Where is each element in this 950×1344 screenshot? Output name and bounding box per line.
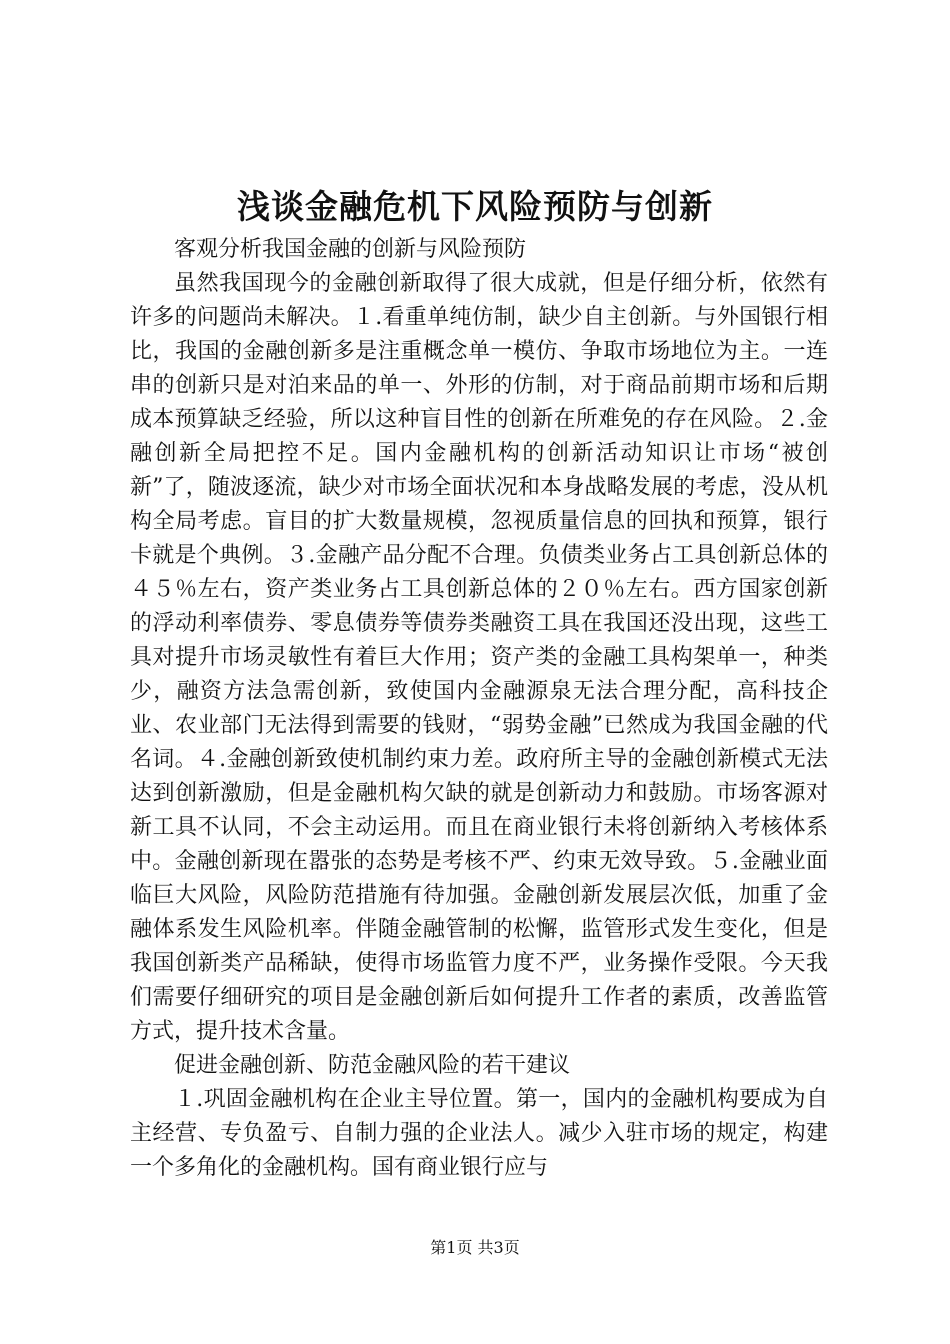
section-paragraph-suggestions: １.巩固金融机构在企业主导位置。第一，国内的金融机构要成为自主经营、专负盈亏、自制力强的企业法人。减少入驻市场的规定，构建一个多角化的金融机构。国有商业银行应与 [130,1087,828,1180]
document-title: 浅谈金融危机下风险预防与创新 [237,187,713,226]
section-paragraph-analysis: 虽然我国现今的金融创新取得了很大成就，但是仔细分析，依然有许多的问题尚未解决。１.看重单纯仿制，缺少自主创新。与外国银行相比，我国的金融创新多是注重概念单一模仿、争取市场地位为主。一连串的创新只是对泊来品的单一、外形的仿制，对于商品前期市场和后期成本预算缺乏经验，所以这种盲目性的创新在所难免的存在风险。２.金融创新全局把控不足。国内金融机构的创新活动知识让市场“被创新”了，随波逐流，缺少对市场全面状况和本身战略发展的考虑，没从机构全局考虑。盲目的扩大数量规模，忽视质量信息的回执和预算，银行卡就是个典例。３.金融产品分配不合理。负债类业务占工具创新总体的４５％左右，资产类业务占工具创新总体的２０％左右。西方国家创新的浮动利率债券、零息债券等债券类融资工具在我国还没出现，这些工具对提升市场灵敏性有着巨大作用；资产类的金融工具构架单一，种类少，融资方法急需创新，致使国内金融源泉无法合理分配，高科技企业、农业部门无法得到需要的钱财，“弱势金融”已然成为我国金融的代名词。４.金融创新致使机制约束力差。政府所主导的金融创新模式无法达到创新激励，但是金融机构欠缺的就是创新动力和鼓励。市场客源对新工具不认同，不会主动运用。而且在商业银行未将创新纳入考核体系中。金融创新现在嚣张的态势是考核不严、约束无效导致。５.金融业面临巨大风险，风险防范措施有待加强。金融创新发展层次低，加重了金融体系发生风险机率。伴随金融管制的松懈，监管形式发生变化，但是我国创新类产品稀缺，使得市场监管力度不严，业务操作受限。今天我们需要仔细研究的项目是金融创新后如何提升工作者的素质，改善监管方式，提升技术含量。 [130,271,828,1044]
section-heading-analysis: 客观分析我国金融的创新与风险预防 [174,237,527,262]
page-footer: 第1页 共3页 [430,1238,520,1257]
document-body [130,233,828,1185]
section-heading-suggestions: 促进金融创新、防范金融风险的若干建议 [174,1053,571,1078]
